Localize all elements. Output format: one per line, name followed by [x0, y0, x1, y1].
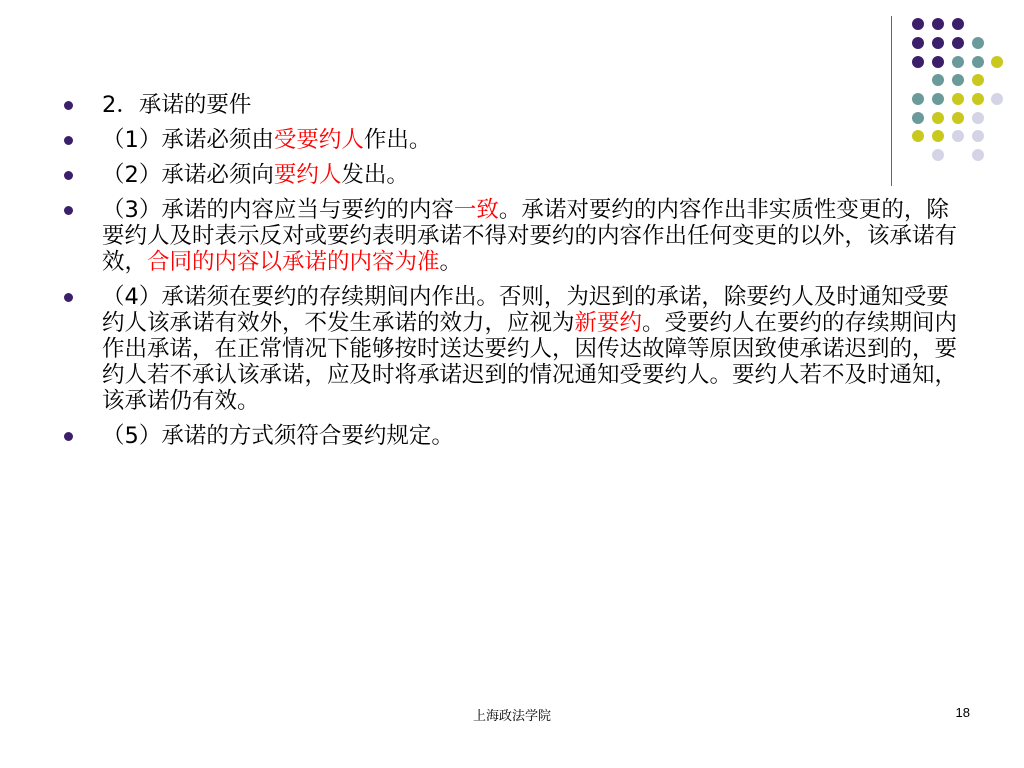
- decorative-dot: [952, 56, 964, 68]
- body-text: 作出。: [363, 127, 432, 153]
- bullet-dot-icon: [64, 136, 73, 145]
- bullet-dot-icon: [64, 206, 73, 215]
- page-number: 18: [955, 705, 970, 720]
- bullet-item: [64, 92, 960, 118]
- decorative-dot: [932, 56, 944, 68]
- decorative-dot: [912, 37, 924, 49]
- decorative-dot: [991, 56, 1003, 68]
- bullet-item: [64, 197, 960, 275]
- highlighted-text: 合同的内容以承诺的内容为准: [147, 249, 440, 275]
- decorative-dot: [932, 37, 944, 49]
- body-text: （2）承诺必须向: [102, 162, 274, 188]
- slide-body: [64, 92, 964, 458]
- body-text: （3）承诺的内容应当与要约的内容: [102, 197, 454, 223]
- decorative-dot: [991, 93, 1003, 105]
- body-text: 。受要约人在要约的存续期间内作出承诺，在正常情况下能够按时送达要约人，因传达故障等原因致使承诺迟到的，要约人若不承认该承诺，应及时将承诺迟到的情况通知受要约人。要约人若不及时通知，该承诺仍有效。: [102, 310, 958, 414]
- footer-institution: 上海政法学院: [472, 709, 551, 724]
- decorative-dot: [972, 149, 984, 161]
- decorative-dot: [912, 56, 924, 68]
- decorative-dot: [952, 18, 964, 30]
- decorative-dot: [972, 130, 984, 142]
- bullet-dot-icon: [64, 171, 73, 180]
- decorative-dot: [972, 74, 984, 86]
- highlighted-text: 新要约: [574, 310, 643, 336]
- bullet-dot-icon: [64, 101, 73, 110]
- body-text: 2．承诺的要件: [102, 92, 252, 118]
- decorative-dot: [932, 18, 944, 30]
- bullet-item: [64, 284, 960, 414]
- body-text: 发出。: [341, 162, 409, 188]
- decorative-dot: [952, 37, 964, 49]
- decorative-dot: [972, 93, 984, 105]
- body-text: （4）承诺须在要约的存续期间内作出。否则，为迟到的承诺，除要约人及时通知受要约人该承诺有效外，不发生承诺的效力，应视为: [102, 284, 949, 336]
- highlighted-text: 一致: [453, 197, 499, 223]
- body-text: 。承诺对要约的内容作出非实质性变更的，除要约人及时表示反对或要约表明承诺不得对要约的内容作出任何变更的以外，该承诺有效，: [102, 197, 958, 275]
- decorative-dot: [972, 37, 984, 49]
- highlighted-text: 受要约人: [273, 127, 364, 153]
- body-text: 。: [439, 249, 463, 275]
- decorative-dot: [932, 74, 944, 86]
- decorative-dot: [912, 18, 924, 30]
- bullet-dot-icon: [64, 293, 73, 302]
- body-text: （1）承诺必须由: [102, 127, 274, 153]
- bullet-dot-icon: [64, 432, 73, 441]
- decorative-dot: [972, 112, 984, 124]
- decorative-dot: [972, 56, 984, 68]
- bullet-item: [64, 127, 960, 153]
- highlighted-text: 要约人: [273, 162, 342, 188]
- decorative-dot: [952, 74, 964, 86]
- body-text: （5）承诺的方式须符合要约规定。: [102, 423, 454, 449]
- bullet-item: [64, 423, 960, 449]
- bullet-item: [64, 162, 960, 188]
